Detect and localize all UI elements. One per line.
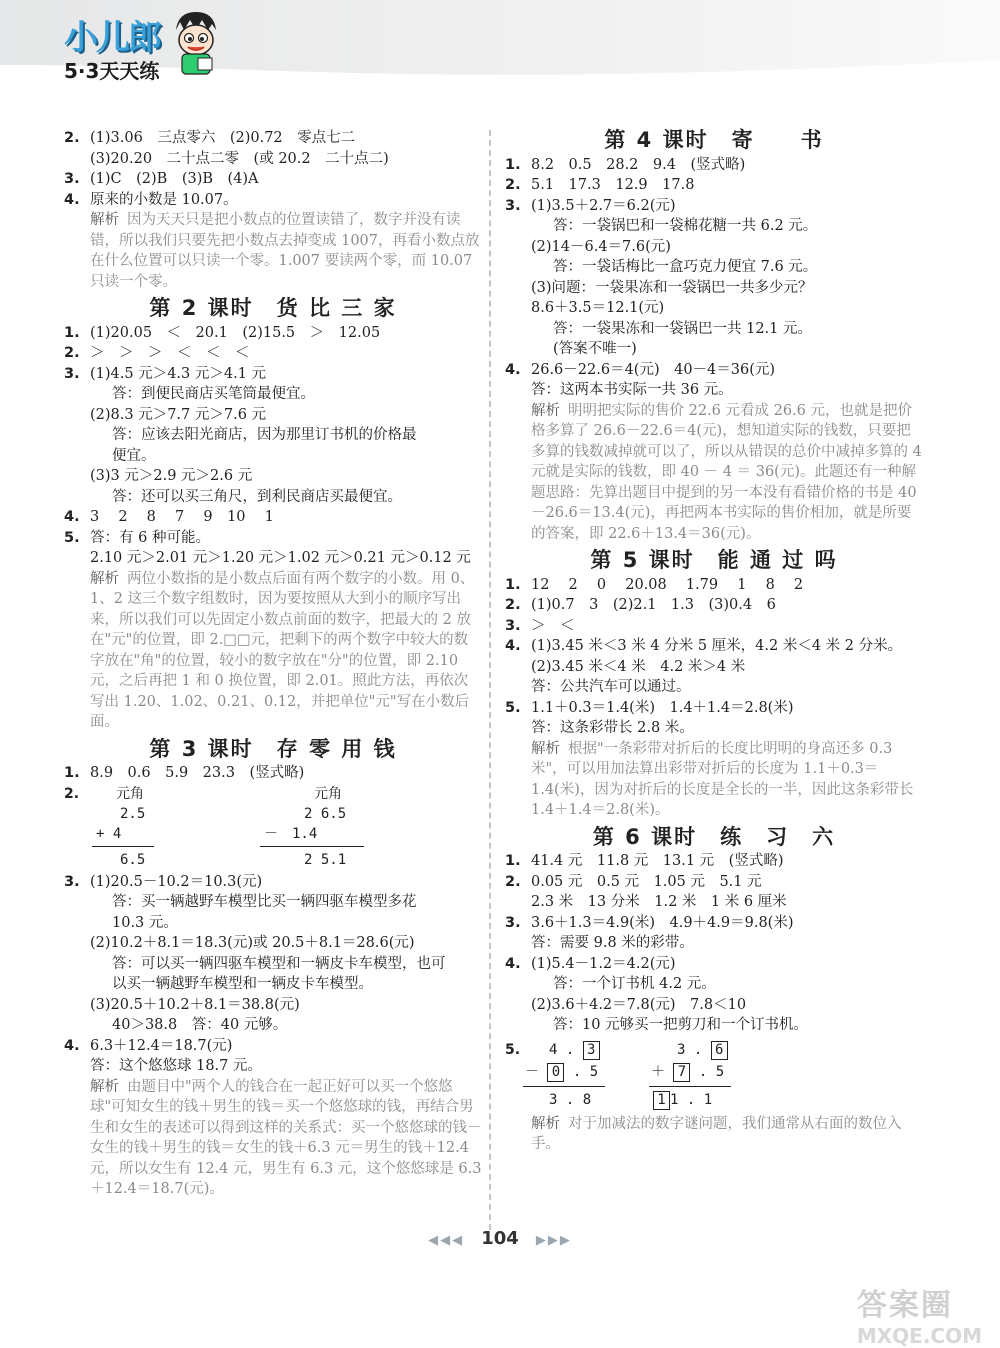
answer-line: 以买一辆越野车模型和一辆皮卡车模型。 (112, 976, 373, 992)
page-number: 104 (481, 1228, 519, 1249)
answer-line: 答：这两本书实际一共 36 元。 (531, 382, 733, 398)
calc-row: － 1.4 (264, 825, 318, 842)
answer-line: 40＞38.8 答：40 元够。 (112, 1017, 288, 1033)
watermark (857, 1280, 982, 1348)
answer-line: 2. (1)0.7 3 (2)2.1 1.3 (3)0.4 6 (505, 597, 776, 613)
section-title: 第 3 课时 存 零 用 钱 (149, 736, 397, 761)
answer-line: 3. 3.6＋1.3＝4.9(米) 4.9＋4.9＝9.8(米) (505, 914, 794, 931)
answer-line: (2)14－6.4＝7.6(元) (531, 238, 671, 255)
section-title: 第 4 课时 寄 书 (604, 128, 824, 152)
puzzle-row: － 0 . 5 (525, 1063, 599, 1080)
puzzle-row: ＋ 7 . 5 (651, 1063, 725, 1080)
question-number: 2. (64, 785, 80, 802)
column-header: 元角 (116, 785, 144, 802)
answer-line: 4. 6.3＋12.4＝18.7(元) (64, 1037, 233, 1054)
puzzle-result: 1 1 . 1 (653, 1090, 712, 1111)
answer-line: 3. (1)C (2)B (3)B (4)A (64, 171, 259, 187)
calc-line (260, 846, 364, 847)
answer-line: 答：到便民商店买笔筒最便宜。 (112, 386, 315, 402)
puzzle-row: 3 . 6 (677, 1040, 728, 1061)
left-column (64, 128, 482, 1200)
answer-line: 5. 答：有 6 种可能。 (64, 529, 210, 546)
answer-line: 2. (1)3.06 三点零六 (2)0.72 零点七二 (64, 130, 356, 146)
answer-line: 答：一袋话梅比一盒巧克力便宜 7.6 元。 (553, 259, 818, 275)
answer-line: 答：公共汽车可以通过。 (531, 679, 691, 695)
answer-line: (3)问题：一袋果冻和一袋锅巴一共多少元？ (531, 279, 813, 296)
answer-line: 2.10 元＞2.01 元＞1.20 元＞1.02 元＞0.21 元＞0.12 元 (90, 550, 471, 566)
answer-line: 3. (1)4.5 元＞4.3 元＞4.1 元 (64, 365, 267, 382)
column-header: 元角 (314, 785, 342, 802)
answer-box: 6 (711, 1041, 728, 1060)
calc-result: 2 5.1 (304, 851, 347, 868)
page-header (0, 0, 1000, 82)
answer-line: 1. 41.4 元 11.8 元 13.1 元 (竖式略) (505, 853, 784, 869)
answer-line: 3. (1)20.5－10.2＝10.3(元) (64, 873, 263, 890)
explanation: 解析 对于加减法的数字谜问题，我们通常从右面的数位入手。 (531, 1115, 902, 1152)
answer-box: 7 (673, 1063, 690, 1082)
answer-line: 1. 8.2 0.5 28.2 9.4 (竖式略) (505, 156, 746, 173)
answer-line: 4. 原来的小数是 10.07。 (64, 191, 238, 208)
section-title: 第 6 课时 练 习 六 (592, 824, 836, 849)
answer-line: 2. ＞ ＞ ＞ ＜ ＜ ＜ (64, 345, 250, 361)
calc-result: 6.5 (120, 851, 146, 868)
answer-line: 2. 5.1 17.3 12.9 17.8 (505, 177, 695, 193)
answer-box: 0 (547, 1063, 564, 1082)
explanation: 解析 由题目中"两个人的钱合在一起正好可以买一个悠悠球"可知女生的钱＋男生的钱＝买一个悠悠球的钱，再结合男生和女生的表述可以得到这样的关系式：买一个悠悠球的钱－女生的钱＋男生的钱＝女生的钱＋6.3 元＝男生的钱＋12.4 元，所以女生有 12.4 元，男生有 6.3 元，这个悠悠球是 6.3＋12.4＝18.7(元)。 (90, 1078, 482, 1197)
vertical-calculation (64, 784, 482, 872)
calc-row: + 4 (96, 825, 122, 842)
answer-line: 3. (1)3.5＋2.7＝6.2(元) (505, 197, 676, 214)
answer-line: 答：可以买一辆四驱车模型和一辆皮卡车模型，也可 (112, 955, 446, 972)
calc-line (649, 1086, 731, 1087)
explanation: 解析 两位小数指的是小数点后面有两个数字的小数。用 0、1、2 这三个数字组数时，因为要按照从大到小的顺序写出来，所以我们可以先固定小数点前面的数字，把最大的 2 放在"元"的位置，即 2.□□元，把剩下的两个数字中较大的数字放在"角"的位置，较小的数字放在"分"的位置，即 2.10 元，之后再把 1 和 0 换位置，即 2.01。照此方法，再依次写出 1.20、1.02、0.21、0.12，并把单位"元"写在小数后面。 (90, 570, 475, 730)
question-number: 5. (505, 1041, 521, 1058)
answer-line: 1. 8.9 0.6 5.9 23.3 (竖式略) (64, 765, 305, 781)
calc-row: 2.5 (120, 805, 146, 822)
answer-line: 4. 26.6－22.6＝4(元) 40－4＝36(元) (505, 361, 776, 378)
prev-arrows-icon: ◀◀◀ (428, 1233, 465, 1248)
answer-line: 3. ＞ ＜ (505, 617, 575, 634)
answer-line: 1. 12 2 0 20.08 1.79 1 8 2 (505, 576, 804, 593)
answer-line: 答：还可以买三角尺，到利民商店买最便宜。 (112, 488, 402, 505)
section-title: 第 2 课时 货 比 三 家 (149, 296, 397, 320)
answer-line: 答：一袋锅巴和一袋棉花糖一共 6.2 元。 (553, 218, 818, 234)
page-footer (0, 1228, 1000, 1258)
right-column (505, 124, 923, 1155)
answer-line: (2)3.6＋4.2＝7.8(元) 7.8＜10 (531, 996, 747, 1013)
answer-line: 5. 1.1＋0.3＝1.4(米) 1.4＋1.4＝2.8(米) (505, 699, 794, 716)
answer-line: (答案不唯一) (553, 341, 637, 357)
answer-line: (2)8.3 元＞7.7 元＞7.6 元 (90, 406, 267, 423)
answer-line: (3)3 元＞2.9 元＞2.6 元 (90, 468, 253, 484)
answer-line: 答：买一辆越野车模型比买一辆四驱车模型多花 (112, 894, 417, 910)
calc-row: 2 6.5 (304, 805, 347, 822)
mascot-icon (168, 8, 222, 76)
explanation: 解析 根据"一条彩带对折后的长度比明明的身高还多 0.3 米"，可以用加法算出彩带对折后的长度为 1.1＋0.3＝1.4(米)，因为对折后的长度是全长的一半，因此这条彩带长 1.4＋1.4＝2.8(米)。 (531, 740, 914, 818)
logo-subtitle: 5·3天天练 (64, 59, 160, 83)
answer-line: 答：一个订书机 4.2 元。 (553, 976, 716, 992)
answer-line: 答：应该去阳光商店，因为那里订书机的价格最 (112, 427, 417, 443)
puzzle-row: 4 . 3 (549, 1040, 600, 1061)
answer-line: 便宜。 (112, 447, 156, 464)
explanation: 解析 因为天天只是把小数点的位置读错了，数字并没有读错，所以我们只要先把小数点去掉变成 1007，再看小数点放在什么位置可以只读一个零。1.007 要读两个零，而 10.07 只读一个零。 (90, 212, 480, 290)
answer-line: 4. (1)5.4－1.2＝4.2(元) (505, 955, 676, 972)
answer-line: 答：这个悠悠球 18.7 元。 (90, 1058, 263, 1074)
logo (64, 10, 160, 84)
column-divider (489, 130, 491, 1230)
watermark-title: 答案圈 (856, 1288, 953, 1323)
answer-line: (3)20.5＋10.2＋8.1＝38.8(元) (90, 996, 300, 1013)
answer-line: 4. 3 2 8 7 9 10 1 (64, 509, 274, 525)
answer-line: (2)10.2＋8.1＝18.3(元)或 20.5＋8.1＝28.6(元) (90, 935, 415, 951)
answer-line: 1. (1)20.05 ＜ 20.1 (2)15.5 ＞ 12.05 (64, 324, 381, 341)
answer-line: 答：10 元够买一把剪刀和一个订书机。 (553, 1017, 809, 1033)
logo-title: 小儿郎 (64, 18, 160, 58)
answer-line: 答：需要 9.8 米的彩带。 (531, 935, 694, 951)
answer-box: 1 (653, 1091, 670, 1110)
explanation: 解析 明明把实际的售价 22.6 元看成 26.6 元，也就是把价格多算了 26.6－22.6＝4(元)，想知道实际的钱数，只要把多算的钱数减掉就可以了，所以从错误的总价中减掉多算的 4 元就是实际的钱数，即 40 － 4 ＝ 36(元)。此题还有一种解题思路：先算出题目中提到的另一本没有看错价格的书是 40－26.6＝13.4(元)，再把两本书实际的售价相加，就是所要的答案，即 22.6＋13.4＝36(元)。 (531, 402, 922, 542)
watermark-url: MXQE.COM (856, 1324, 982, 1348)
answer-line: (3)20.20 二十点二零 (或 20.2 二十点二) (90, 150, 389, 167)
calc-line (523, 1086, 605, 1087)
answer-line: 10.3 元。 (112, 914, 178, 931)
answer-box: 3 (583, 1041, 600, 1060)
answer-line: 2.3 米 13 分米 1.2 米 1 米 6 厘米 (531, 894, 787, 910)
answer-line: 答：这条彩带长 2.8 米。 (531, 720, 694, 736)
section-title: 第 5 课时 能 通 过 吗 (590, 548, 838, 572)
answer-line: 4. (1)3.45 米＜3 米 4 分米 5 厘米，4.2 米＜4 米 2 分米。 (505, 638, 903, 654)
answer-line: 2. 0.05 元 0.5 元 1.05 元 5.1 元 (505, 873, 762, 890)
calc-line (92, 846, 154, 847)
number-puzzle (505, 1040, 923, 1114)
next-arrows-icon: ▶▶▶ (535, 1233, 572, 1248)
puzzle-result: 3 . 8 (549, 1091, 592, 1108)
answer-line: 答：一袋果冻和一袋锅巴一共 12.1 元。 (553, 320, 813, 337)
answer-line: (2)3.45 米＜4 米 4.2 米＞4 米 (531, 658, 746, 675)
answer-line: 8.6＋3.5＝12.1(元) (531, 300, 665, 316)
